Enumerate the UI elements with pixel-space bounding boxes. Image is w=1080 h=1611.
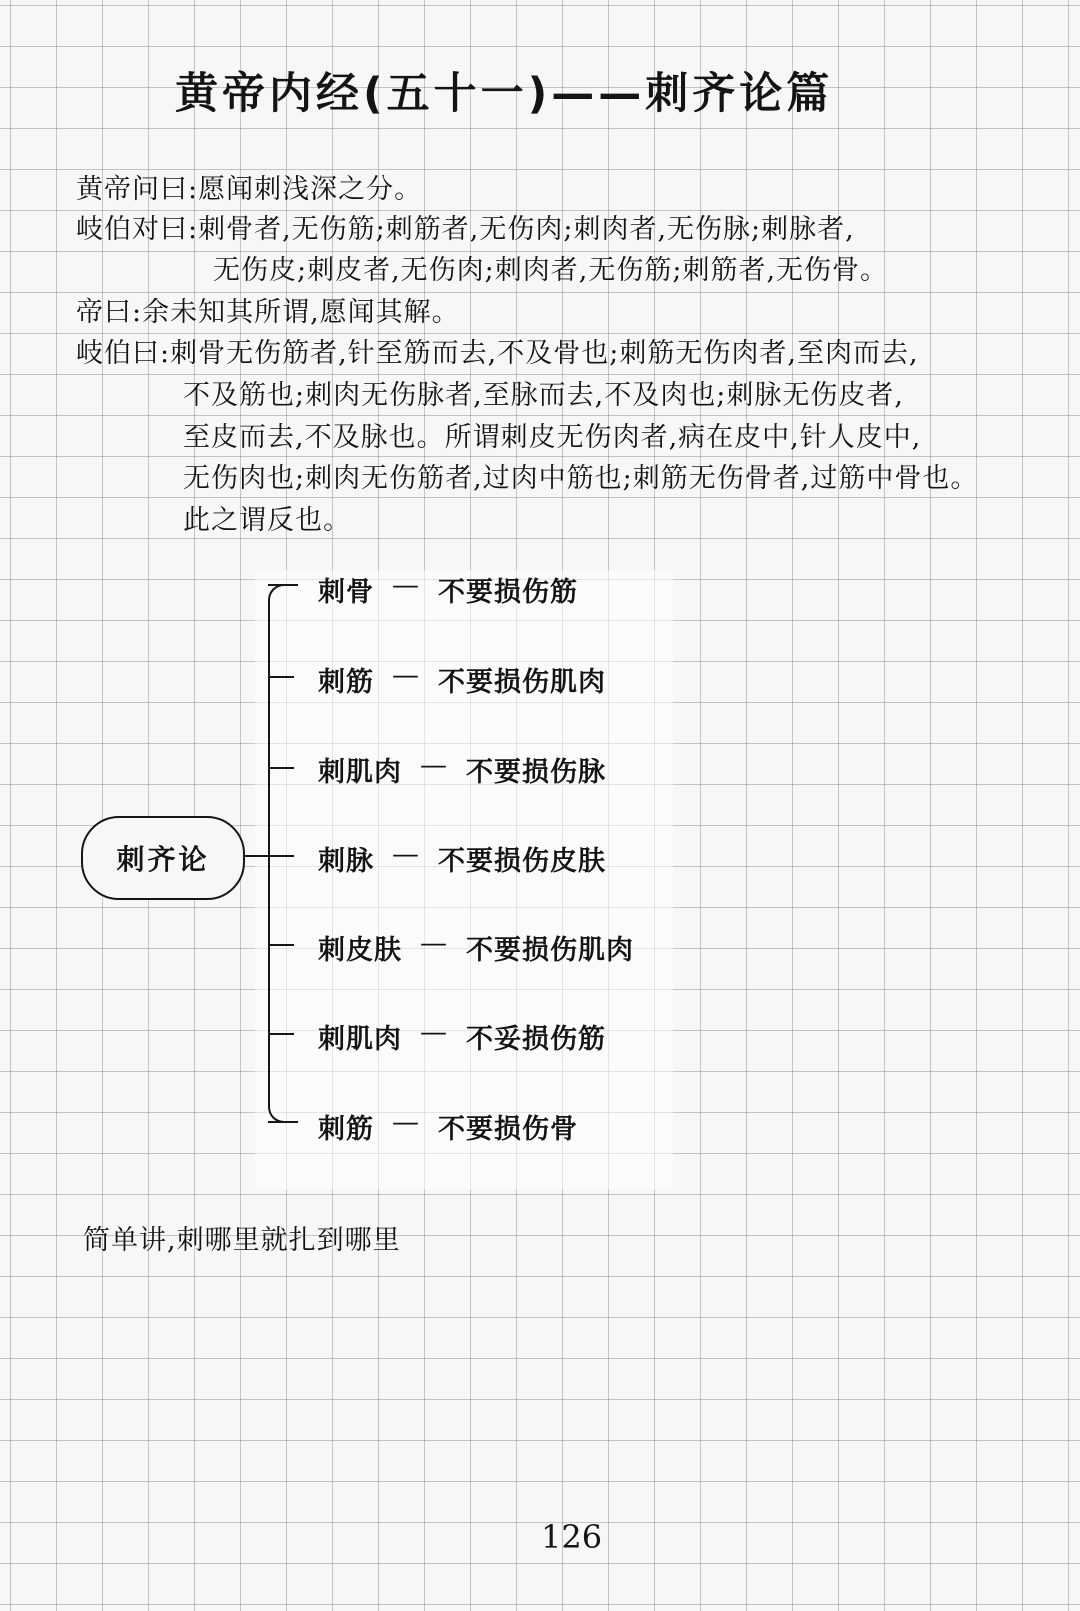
branch-connector bbox=[268, 676, 294, 678]
branch-term: 刺肌肉 bbox=[318, 1024, 402, 1055]
branch-item bbox=[318, 570, 578, 609]
text-line: 不及筋也;刺肉无伤脉者,至脉而去,不及肉也;刺脉无伤皮者, bbox=[183, 380, 904, 411]
branch-term: 刺骨 bbox=[318, 577, 374, 608]
branch-term: 刺脉 bbox=[318, 846, 374, 877]
branch-connector bbox=[268, 855, 294, 857]
branch-item bbox=[318, 1107, 578, 1146]
branch-rule: 不要损伤骨 bbox=[438, 1114, 578, 1145]
page-number: 126 bbox=[541, 1518, 603, 1556]
branch-dash: — bbox=[392, 570, 420, 601]
branch-term: 刺皮肤 bbox=[318, 935, 402, 966]
mind-map bbox=[0, 560, 1080, 1200]
branch-rule: 不要损伤筋 bbox=[438, 577, 578, 608]
root-connector bbox=[243, 855, 268, 857]
branch-connector bbox=[268, 767, 294, 769]
branch-item bbox=[318, 839, 606, 878]
summary-note: 简单讲,刺哪里就扎到哪里 bbox=[83, 1225, 401, 1256]
text-line: 岐伯曰:刺骨无伤筋者,针至筋而去,不及骨也;刺筋无伤肉者,至肉而去, bbox=[76, 338, 919, 369]
branch-item bbox=[318, 660, 606, 699]
text-line: 至皮而去,不及脉也。所谓刺皮无伤肉者,病在皮中,针人皮中, bbox=[183, 422, 922, 453]
branch-connector bbox=[268, 584, 294, 586]
branch-item bbox=[318, 1017, 606, 1056]
text-line: 无伤肉也;刺肉无伤筋者,过肉中筋也;刺筋无伤骨者,过筋中骨也。 bbox=[183, 463, 979, 494]
branch-rule: 不要损伤皮肤 bbox=[438, 846, 606, 877]
branch-dash: — bbox=[420, 750, 448, 781]
text-line: 无伤皮;刺皮者,无伤肉;刺肉者,无伤筋;刺筋者,无伤骨。 bbox=[213, 255, 889, 286]
branch-rule: 不妥损伤筋 bbox=[466, 1024, 606, 1055]
mind-map-root: 刺齐论 bbox=[81, 816, 245, 900]
branch-dash: — bbox=[392, 839, 420, 870]
branch-connector bbox=[268, 1033, 294, 1035]
text-line: 帝曰:余未知其所谓,愿闻其解。 bbox=[76, 297, 460, 328]
branch-term: 刺筋 bbox=[318, 1114, 374, 1145]
branch-connector bbox=[268, 944, 294, 946]
page-title: 黄帝内经(五十一)——刺齐论篇 bbox=[175, 69, 834, 119]
branch-rule: 不要损伤肌肉 bbox=[438, 667, 606, 698]
branch-dash: — bbox=[420, 928, 448, 959]
branch-dash: — bbox=[392, 1107, 420, 1138]
branch-item bbox=[318, 750, 606, 789]
text-line: 黄帝问曰:愿闻刺浅深之分。 bbox=[76, 174, 423, 205]
branch-rule: 不要损伤脉 bbox=[466, 757, 606, 788]
branch-rule: 不要损伤肌肉 bbox=[466, 935, 634, 966]
branch-dash: — bbox=[420, 1017, 448, 1048]
branch-item bbox=[318, 928, 634, 967]
branch-connector bbox=[268, 1121, 294, 1123]
branch-bracket bbox=[268, 584, 298, 1123]
text-line: 岐伯对曰:刺骨者,无伤筋;刺筋者,无伤肉;刺肉者,无伤脉;刺脉者, bbox=[76, 214, 855, 245]
text-line: 此之谓反也。 bbox=[183, 505, 351, 536]
branch-dash: — bbox=[392, 660, 420, 691]
branch-term: 刺筋 bbox=[318, 667, 374, 698]
branch-term: 刺肌肉 bbox=[318, 757, 402, 788]
